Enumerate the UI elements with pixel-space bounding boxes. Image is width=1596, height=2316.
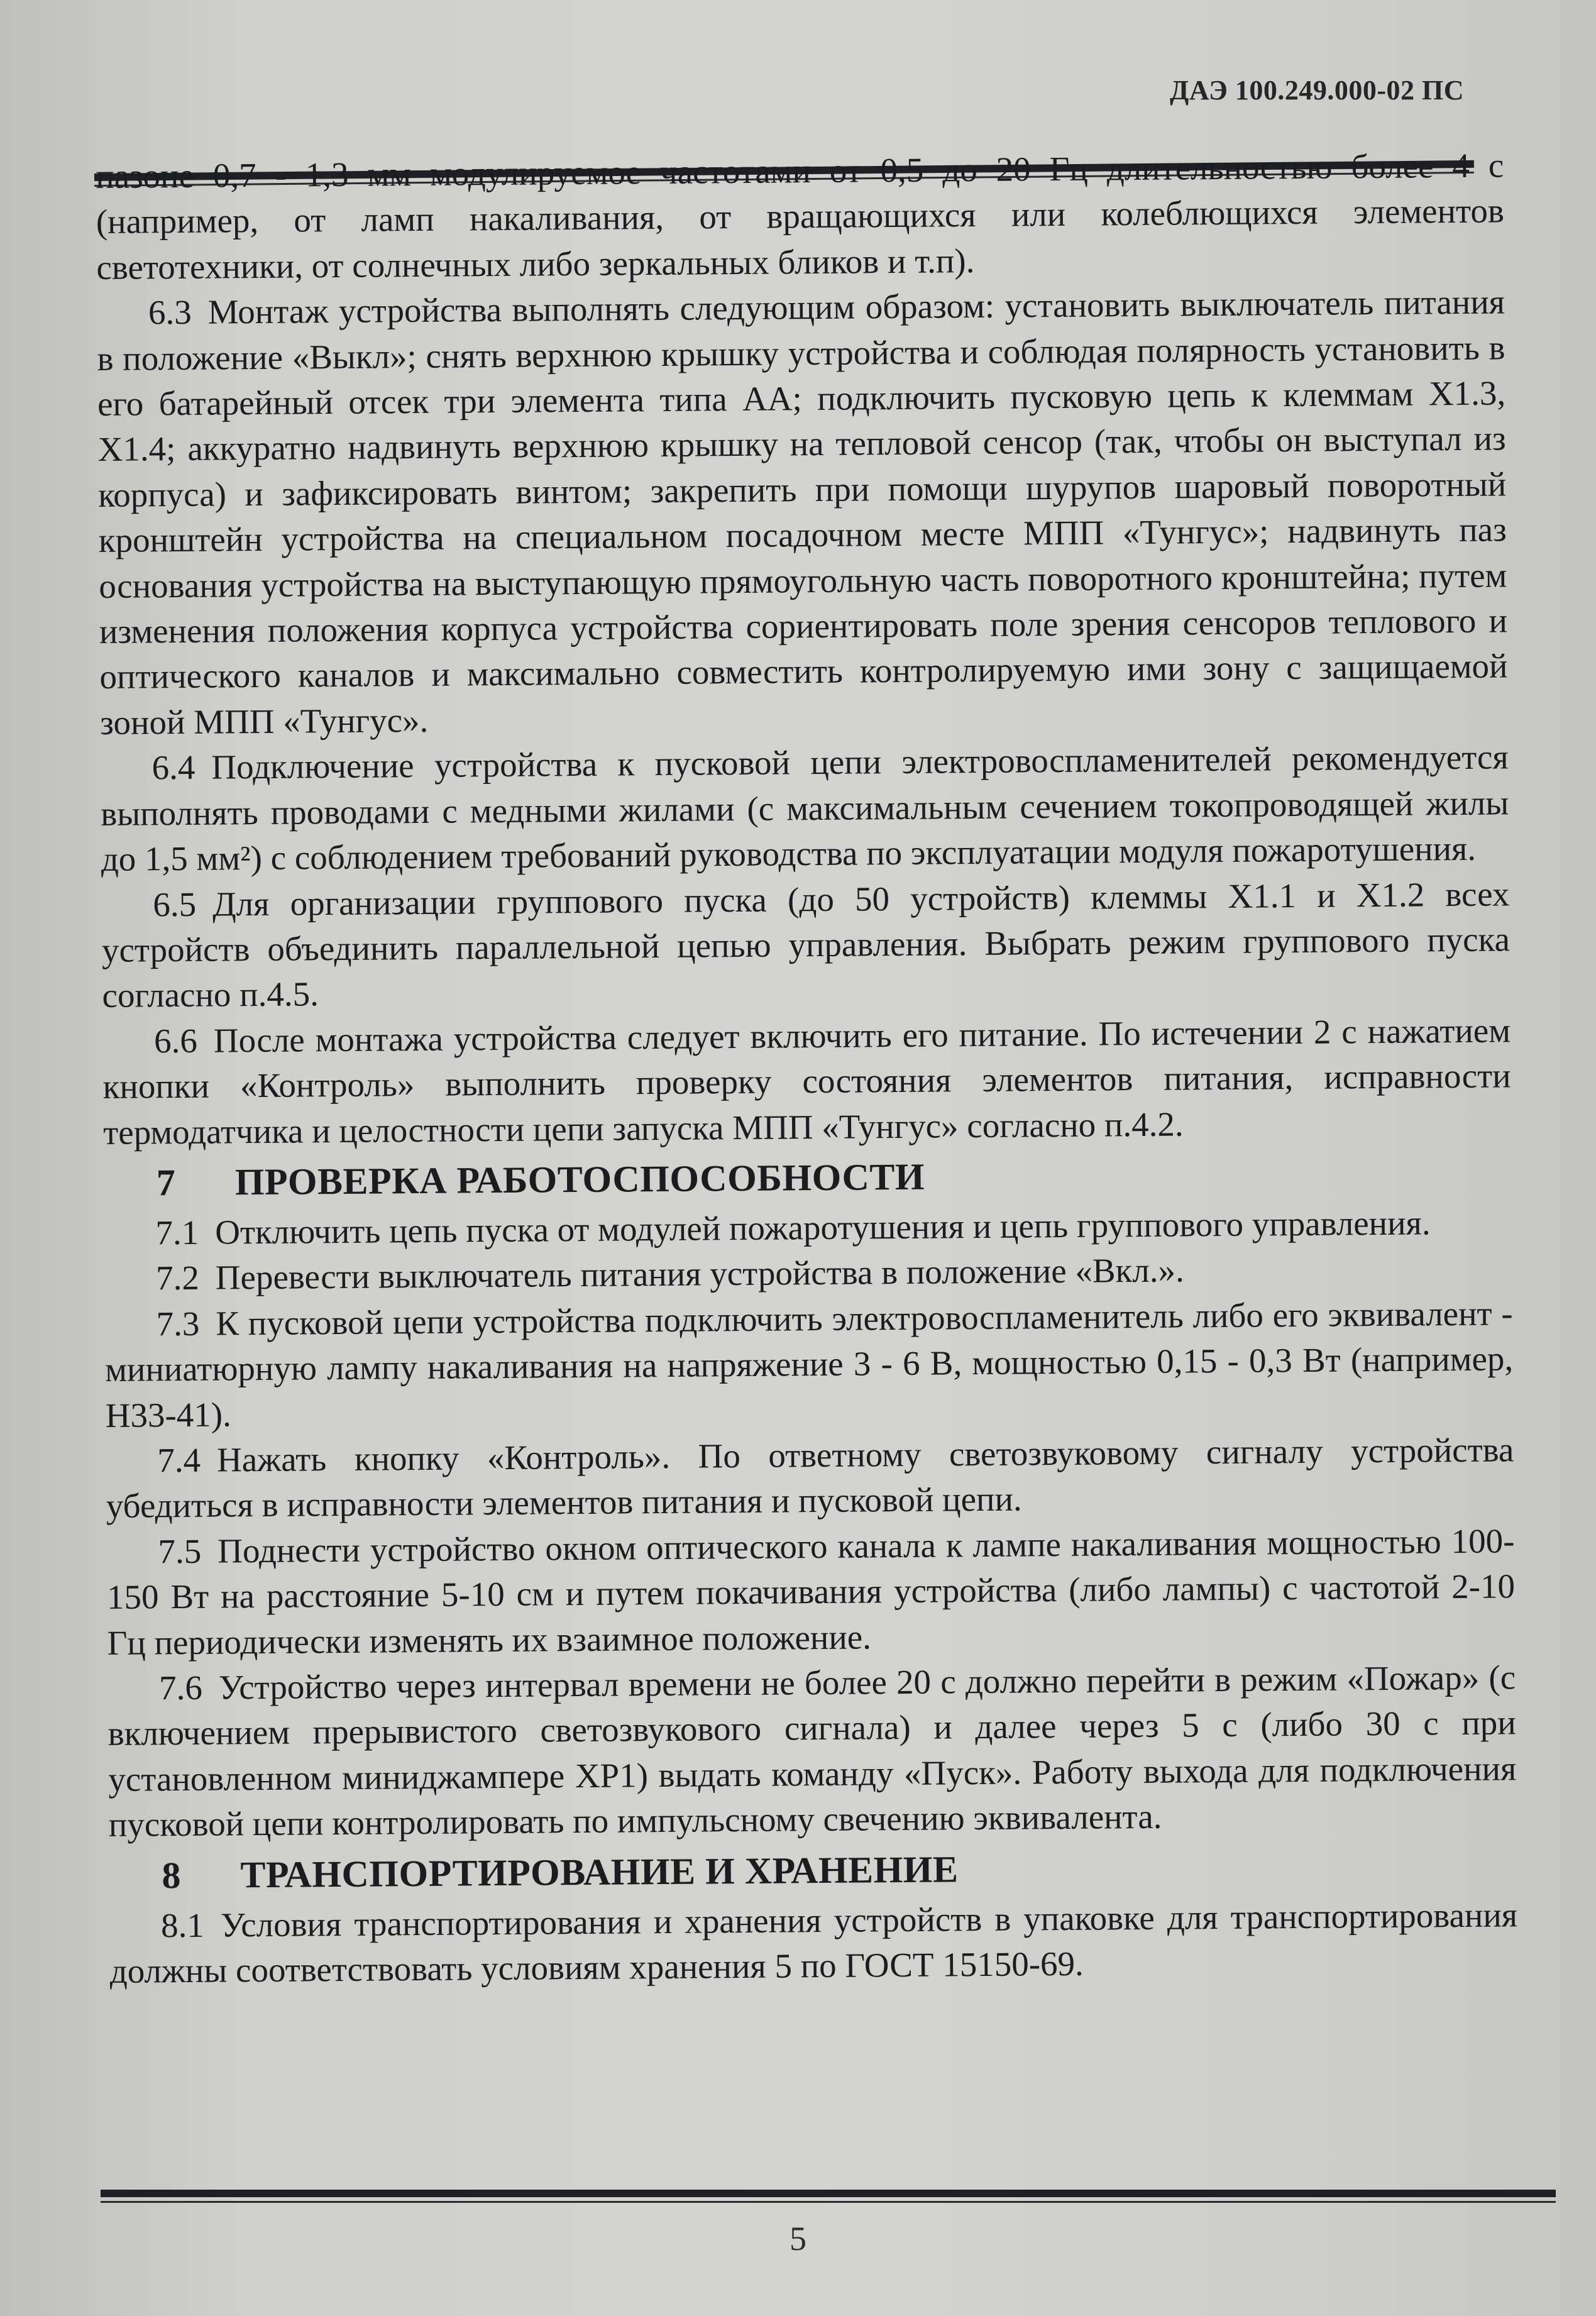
- paragraph-number: 6.3: [148, 293, 192, 332]
- paragraph-text: К пусковой цепи устройства подключить электровоспламенитель либо его эквивалент - миниатюрную лампу накаливания на напряжение 3 - 6 В, мощностью 0,15 - 0,3 Вт (например, Н33-41).: [104, 1294, 1514, 1435]
- page-number: 5: [790, 2220, 806, 2258]
- paragraph-7-3: [104, 1291, 1514, 1438]
- paragraph-text: Устройство через интервал времени не более 20 с должно перейти в режим «Пожар» (с включением прерывистого светозвукового сигнала) и далее через 5 с (либо 30 с при установленном миниджампере ХР1) выдать команду «Пуск». Работу выхода для подключения пусковой цепи контролировать по импульсному свечению эквивалента.: [107, 1658, 1517, 1845]
- paragraph-6-6: [102, 1008, 1512, 1155]
- footer-rule-thin: [101, 2201, 1556, 2203]
- paragraph-text: Нажать кнопку «Контроль». По ответному светозвуковому сигналу устройства убедиться в исправности элементов питания и пусковой цепи.: [106, 1430, 1514, 1526]
- paragraph-text: Перевести выключатель питания устройства в положение «Вкл.».: [215, 1250, 1184, 1297]
- paragraph-text: Условия транспортирования и хранения устройств в упаковке для транспортирования должны соответствовать условиям хранения 5 по ГОСТ 15150-69.: [109, 1895, 1518, 1990]
- paragraph-number: 7.6: [158, 1668, 203, 1707]
- paragraph-8-1: [109, 1892, 1518, 1994]
- paragraph-number: 6.5: [153, 885, 197, 924]
- continuation-paragraph: пазоне 0,7 - 1,3 мм модулируемое частотами от 0,5 до 20 Гц длительностью более 4 с (например, от ламп накаливания, от вращающихся или колеблющихся элементов светотехники, от солнечных либо зеркальных бликов и т.п).: [96, 146, 1505, 287]
- section-title: ТРАНСПОРТИРОВАНИЕ И ХРАНЕНИЕ: [240, 1848, 959, 1895]
- section-title: ПРОВЕРКА РАБОТОСПОСОБНОСТИ: [234, 1155, 925, 1203]
- paragraph-number: 7.4: [157, 1440, 201, 1480]
- document-body: [96, 143, 1518, 1994]
- paragraph-6-4: [100, 735, 1509, 883]
- footer-rule-thick: [101, 2190, 1556, 2197]
- paragraph-6-3: [97, 280, 1509, 746]
- paragraph-text: Поднести устройство окном оптического канала к лампе накаливания мощностью 100-150 Вт на расстояние 5-10 см и путем покачивания устройства (либо лампы) с частотой 2-10 Гц периодически изменять их взаимное положение.: [106, 1521, 1516, 1662]
- paragraph-7-4: [106, 1427, 1514, 1529]
- paragraph-text: Для организации группового пуска (до 50 устройств) клеммы Х1.1 и Х1.2 всех устройств объединить параллельной цепью управления. Выбрать режим группового пуска согласно п.4.5.: [101, 874, 1511, 1015]
- paragraph-number: 7.1: [155, 1213, 199, 1252]
- paragraph-6-5: [101, 871, 1511, 1019]
- paragraph-number: 7.3: [156, 1304, 200, 1343]
- paragraph-number: 7.5: [158, 1531, 202, 1571]
- document-code: ДАЭ 100.249.000-02 ПС: [1170, 75, 1464, 106]
- section-number: 8: [162, 1854, 182, 1896]
- paragraph-7-6: [107, 1655, 1517, 1848]
- paragraph-text: После монтажа устройства следует включить его питание. По истечении 2 с нажатием кнопки «Контроль» выполнить проверку состояния элементов питания, исправности термодатчика и целостности цепи запуска МПП «Тунгус» согласно п.4.2.: [102, 1011, 1511, 1152]
- paragraph-7-5: [106, 1518, 1516, 1666]
- paragraph-number: 7.2: [155, 1259, 200, 1298]
- paragraph-text: Подключение устройства к пусковой цепи электровоспламенителей рекомендуется выполнять проводами с медными жилами (с максимальным сечением токопроводящей жилы до 1,5 мм²) с соблюдением требований руководства по эксплуатации модуля пожаротушения.: [101, 737, 1509, 879]
- paragraph-text: Отключить цепь пуска от модулей пожаротушения и цепь группового управления.: [214, 1203, 1431, 1252]
- paragraph-text: Монтаж устройства выполнять следующим образом: установить выключатель питания в положение «Выкл»; снять верхнюю крышку устройства и соблюдая полярность установить в его батарейный отсек три элемента типа АА; подключить пусковую цепь к клеммам Х1.3, Х1.4; аккуратно надвинуть верхнюю крышку на тепловой сенсор (так, чтобы он выступал из корпуса) и зафиксировать винтом; закрепить при помощи шурупов шаровый поворотный кронштейн устройства на специальном посадочном месте МПП «Тунгус»; надвинуть паз основания устройства на выступающую прямоугольную часть поворотного кронштейна; путем изменения положения корпуса устройства сориентировать поле зрения сенсоров теплового и оптического каналов и максимально совместить контролируемую ими зону с защищаемой зоной МПП «Тунгус».: [97, 282, 1508, 742]
- paragraph-number: 6.4: [151, 748, 195, 787]
- paragraph-number: 6.6: [153, 1021, 198, 1061]
- paragraph-number: 8.1: [160, 1905, 205, 1944]
- section-number: 7: [156, 1161, 176, 1204]
